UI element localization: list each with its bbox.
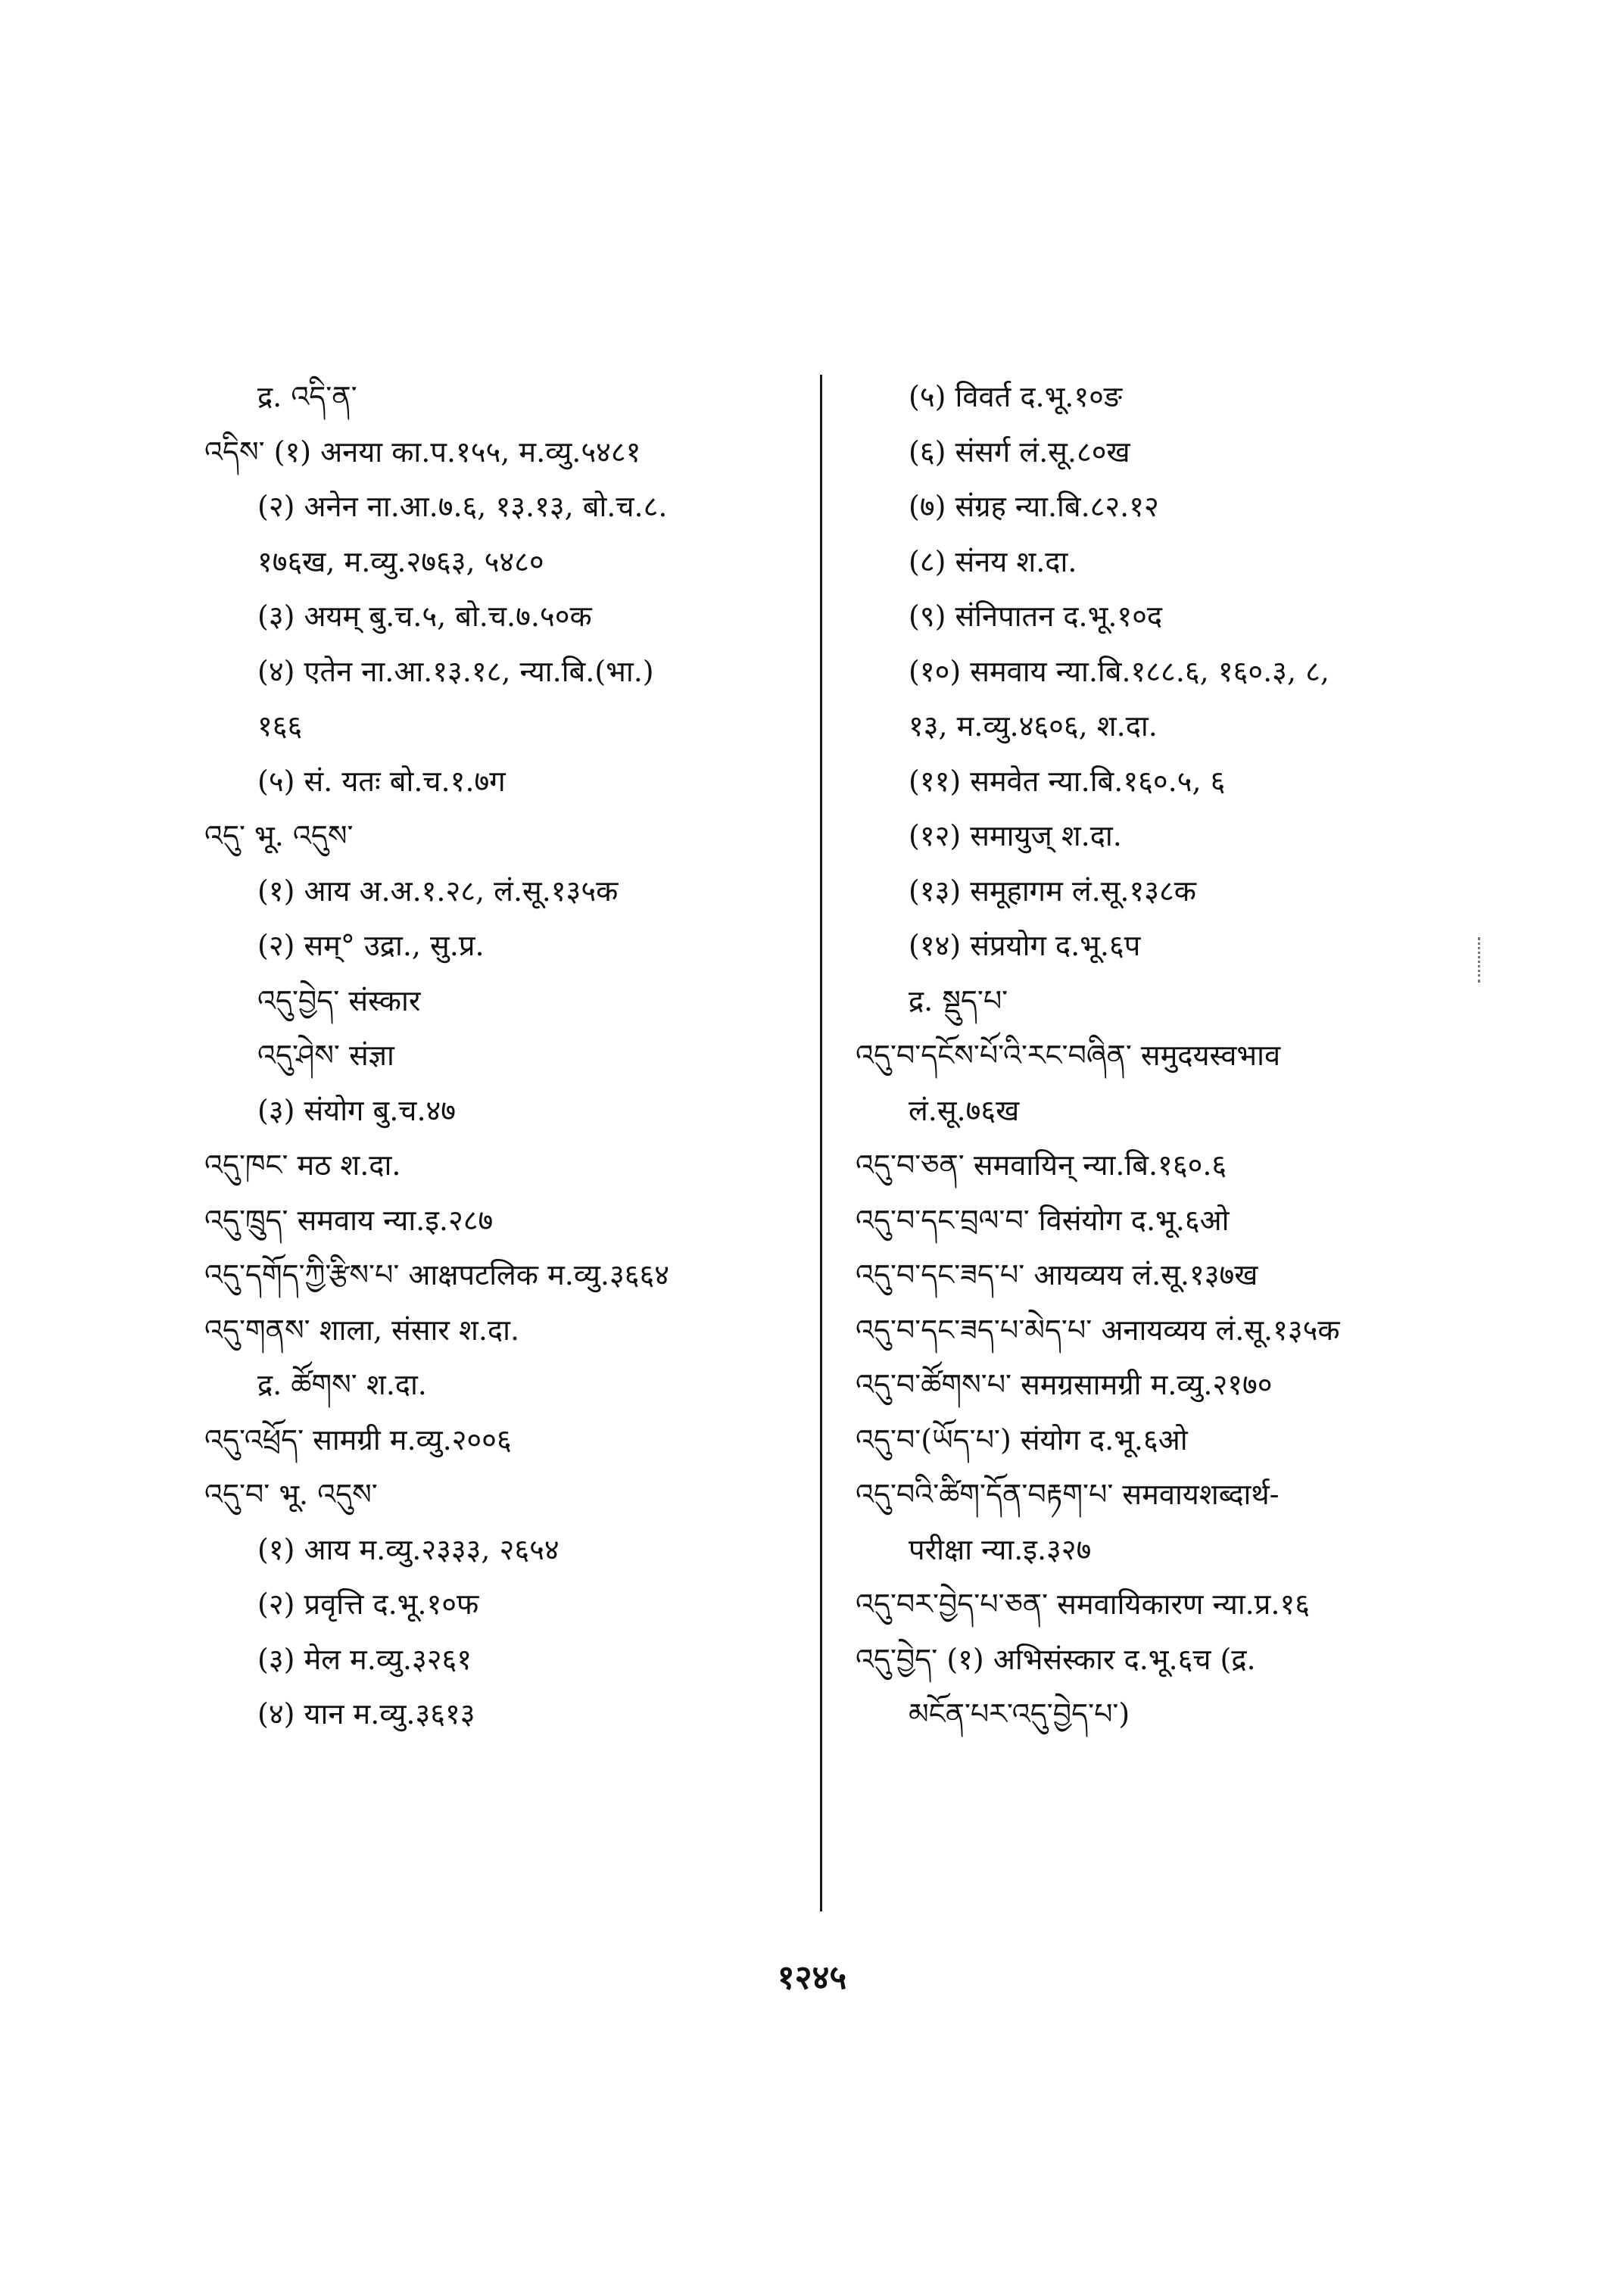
right-entry-line: लं.सू.७६ख [909, 1093, 1020, 1127]
right-entry-line: (१०) समवाय न्या.बि.१८८.६, १६०.३, ८, [909, 654, 1329, 688]
left-entry-line: འདུ་བ་ भू. འདུས་ [204, 1478, 378, 1511]
left-entry-line: (२) अनेन ना.आ.७.६, १३.१३, बो.च.८. [257, 490, 668, 523]
right-entry-line: (१३) समूहागम लं.सू.१३८क [909, 874, 1196, 908]
right-entry-line: འདུ་བྱེད་ (१) अभिसंस्कार द.भू.६च (द्र. [856, 1642, 1256, 1676]
right-entry-line: १३, म.व्यु.४६०६, श.दा. [909, 709, 1158, 743]
left-entry-line: द्र. འདི་ན་ [257, 380, 357, 413]
left-entry-line: १६६ [257, 709, 303, 743]
scan-speck [1478, 937, 1482, 983]
right-entry-line: འདུ་བ་དངོས་པོ་འི་རང་བཞིན་ समुदयस्वभाव [856, 1039, 1281, 1072]
right-entry-line: འདུ་བ་ཅན་ समवायिन् न्या.बि.१६०.६ [856, 1148, 1227, 1182]
right-entry-line: (१४) संप्रयोग द.भू.६प [909, 929, 1141, 962]
column-divider [820, 375, 822, 1911]
left-entry-line: འདུ་དགོད་ཀྱི་རྩིས་པ་ आक्षपटलिक म.व्यु.३६६४ [204, 1258, 670, 1291]
left-entry-line: (२) सम्° उद्रा., सु.प्र. [257, 929, 485, 962]
left-entry-line: འདུ་ཤེས་ संज्ञा [257, 1039, 394, 1072]
right-entry-line: (८) संनय श.दा. [909, 544, 1077, 578]
left-entry-line: (२) प्रवृत्ति द.भू.१०फ [257, 1587, 479, 1621]
left-entry-line: (३) अयम् बु.च.५, बो.च.७.५०क [257, 600, 592, 633]
right-entry-line: འདུ་བ་དང་བྲལ་བ་ विसंयोग द.भू.६ओ [856, 1203, 1230, 1237]
left-entry-line: འདུ་འཕྲོད་ सामग्री म.व्यु.२००६ [204, 1422, 512, 1456]
right-entry-line: (६) संसर्ग लं.सू.८०ख [909, 435, 1130, 469]
right-entry-line: འདུ་བ་ཚོགས་པ་ समग्रसामग्री म.व्यु.२१७० [856, 1368, 1273, 1401]
left-entry-line: འདུ་གནས་ शाला, संसार श.दा. [204, 1313, 520, 1347]
right-entry-line: (९) संनिपातन द.भू.१०द [909, 600, 1163, 633]
left-entry-line: (४) यान म.व्यु.३६१३ [257, 1697, 475, 1731]
left-column [204, 369, 810, 1742]
left-entry-line: १७६ख, म.व्यु.२७६३, ५४८० [257, 544, 544, 578]
right-entry-line: (७) संग्रह न्या.बि.८२.१२ [909, 490, 1159, 523]
right-entry-line: (५) विवर्त द.भू.१०ङ [909, 380, 1123, 413]
left-entry-line: འདུ་བྱེད་ संस्कार [257, 983, 421, 1017]
right-entry-line: परीक्षा न्या.इ.३२७ [909, 1532, 1092, 1566]
left-entry-line: (५) सं. यतः बो.च.१.७ग [257, 764, 506, 798]
right-column [856, 369, 1461, 1742]
left-entry-line: (३) संयोग बु.च.४७ [257, 1093, 457, 1127]
left-entry-line: (३) मेल म.व्यु.३२६१ [257, 1642, 472, 1676]
right-entry-line: (११) समवेत न्या.बि.१६०.५, ६ [909, 764, 1226, 798]
left-entry-line: འདུ་ཁང་ मठ श.दा. [204, 1148, 401, 1182]
left-entry-line: (१) आय म.व्यु.२३३३, २६५४ [257, 1532, 560, 1566]
left-entry-line: (१) आय अ.अ.१.२८, लं.सू.१३५क [257, 874, 619, 908]
left-entry-line: (४) एतेन ना.आ.१३.१८, न्या.बि.(भा.) [257, 654, 654, 688]
right-entry-line: द्र. སྡུད་པ་ [909, 983, 1008, 1017]
right-entry-line: འདུ་བ་དང་ཟད་པ་ आयव्यय लं.सू.१३७ख [856, 1258, 1258, 1291]
page-number: १२४५ [777, 1958, 847, 1997]
left-entry-line: འདུ་ भू. འདུས་ [204, 819, 354, 852]
right-entry-line: འདུ་བ་དང་ཟད་པ་མེད་པ་ अनायव्यय लं.सू.१३५क [856, 1313, 1340, 1347]
right-entry-line: འདུ་བ་(ཡོད་པ་) संयोग द.भू.६ओ [856, 1422, 1188, 1456]
left-entry-line: འདིས་ (१) अनया का.प.१५५, म.व्यु.५४८१ [204, 435, 641, 469]
left-entry-line: द्र. ཚོགས་ श.दा. [257, 1368, 427, 1401]
right-entry-line: (१२) समायुज् श.दा. [909, 819, 1122, 852]
right-entry-line: མངོན་པར་འདུ་བྱེད་པ་) [909, 1697, 1130, 1731]
left-entry-line: འདུ་ཁྲུད་ समवाय न्या.इ.२८७ [204, 1203, 494, 1237]
right-entry-line: འདུ་བར་བྱེད་པ་ཅན་ समवायिकारण न्या.प्र.१६ [856, 1587, 1310, 1621]
right-entry-line: འདུ་བའི་ཚིག་དོན་བརྟག་པ་ समवायशब्दार्थ- [856, 1478, 1280, 1511]
